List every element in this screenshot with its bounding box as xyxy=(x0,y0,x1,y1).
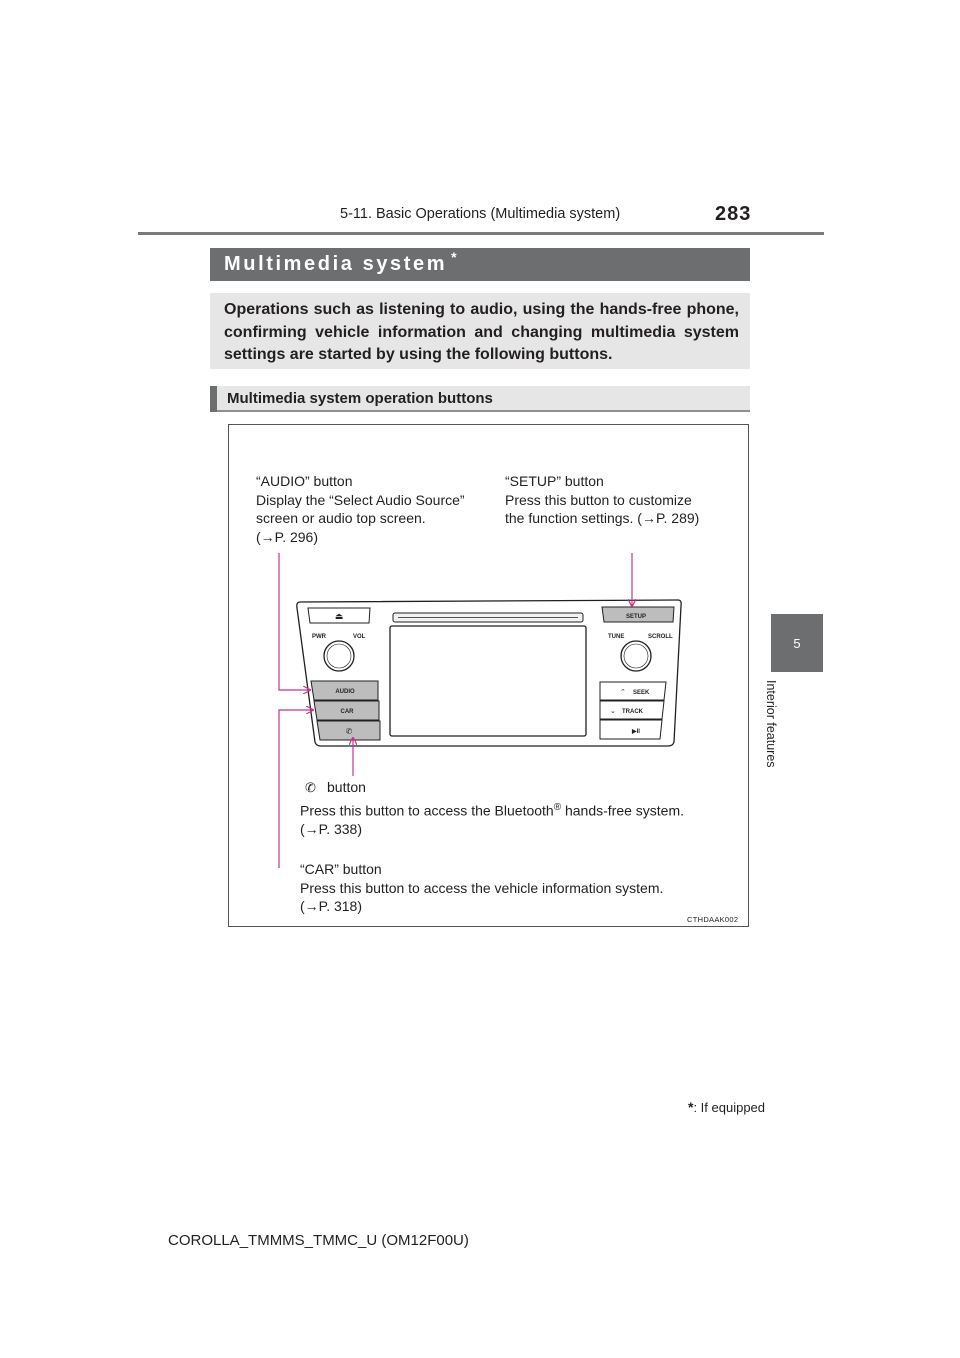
car-panel-label: CAR xyxy=(340,709,354,715)
header-divider xyxy=(138,232,824,235)
setup-callout-title: “SETUP” button xyxy=(505,473,604,489)
scroll-label: SCROLL xyxy=(648,634,673,640)
setup-panel-label: SETUP xyxy=(625,614,647,620)
phone-callout-label: button xyxy=(327,779,366,795)
page-title-text: Multimedia system xyxy=(224,253,448,275)
phone-callout-desc-b: hands-free system. xyxy=(561,802,685,819)
vol-label: VOL xyxy=(353,634,366,640)
phone-callout-desc-a: Press this button to access the Bluetooth xyxy=(300,802,554,819)
phone-panel-icon: ✆ xyxy=(345,727,353,736)
footnote xyxy=(688,1099,765,1115)
figure-code: CTHDAAK002 xyxy=(687,915,739,924)
figure-frame xyxy=(228,424,749,927)
footnote-mark: * xyxy=(688,1099,694,1115)
page-number: 283 xyxy=(715,203,752,225)
audio-panel-label: AUDIO xyxy=(335,689,355,695)
footnote-text: : If equipped xyxy=(693,1100,766,1115)
section-title: 5-11. Basic Operations (Multimedia system) xyxy=(340,206,621,222)
seek-label: SEEK xyxy=(633,690,650,696)
track-label: TRACK xyxy=(622,709,643,715)
eject-icon: ⏏ xyxy=(334,612,344,622)
phone-callout xyxy=(300,778,684,838)
display-screen xyxy=(390,626,586,736)
intro-box xyxy=(210,293,750,369)
tune-knob xyxy=(621,641,651,671)
audio-callout-desc-2: screen or audio top screen. xyxy=(256,510,426,526)
subheading: Multimedia system operation buttons xyxy=(227,390,493,407)
setup-callout xyxy=(505,472,699,528)
setup-callout-desc-2: the function settings. (→P. 289) xyxy=(505,510,700,526)
setup-callout-desc-1: Press this button to customize xyxy=(505,491,692,508)
car-callout-desc: Press this button to access the vehicle information system. xyxy=(300,879,664,896)
page-title xyxy=(224,249,460,276)
page-title-bar xyxy=(210,248,750,281)
play-pause-button xyxy=(600,720,662,739)
seek-up-icon: ⌃ xyxy=(620,688,626,696)
if-equipped-mark: * xyxy=(451,249,460,265)
audio-callout xyxy=(256,472,465,546)
car-callout-ref: (→P. 318) xyxy=(300,898,362,914)
phone-icon: ✆ xyxy=(305,781,316,796)
audio-callout-desc-1: Display the “Select Audio Source” xyxy=(256,491,465,508)
car-callout xyxy=(300,860,663,916)
subheading-bar xyxy=(210,386,750,412)
chapter-tab xyxy=(771,614,823,672)
phone-callout-desc xyxy=(300,799,684,820)
tune-label: TUNE xyxy=(608,634,625,640)
chapter-number: 5 xyxy=(793,635,801,651)
phone-callout-title xyxy=(300,778,684,799)
car-callout-title: “CAR” button xyxy=(300,861,382,877)
chapter-name: Interior features xyxy=(764,680,778,768)
audio-callout-title: “AUDIO” button xyxy=(256,473,353,489)
audio-callout-ref: (→P. 296) xyxy=(256,528,318,545)
track-down-icon: ⌄ xyxy=(610,707,616,715)
subheading-accent xyxy=(210,386,217,412)
volume-knob xyxy=(324,641,354,671)
document-footer: COROLLA_TMMMS_TMMC_U (OM12F00U) xyxy=(168,1232,469,1249)
intro-text: Operations such as listening to audio, using the hands-free phone, confirming vehicle information and changing multimedia system settings are started by using the following buttons. xyxy=(224,301,739,363)
phone-callout-ref: (→P. 338) xyxy=(300,820,362,837)
registered-mark: ® xyxy=(553,801,562,813)
pwr-label: PWR xyxy=(312,634,326,640)
play-pause-label: ▶II xyxy=(632,729,640,735)
